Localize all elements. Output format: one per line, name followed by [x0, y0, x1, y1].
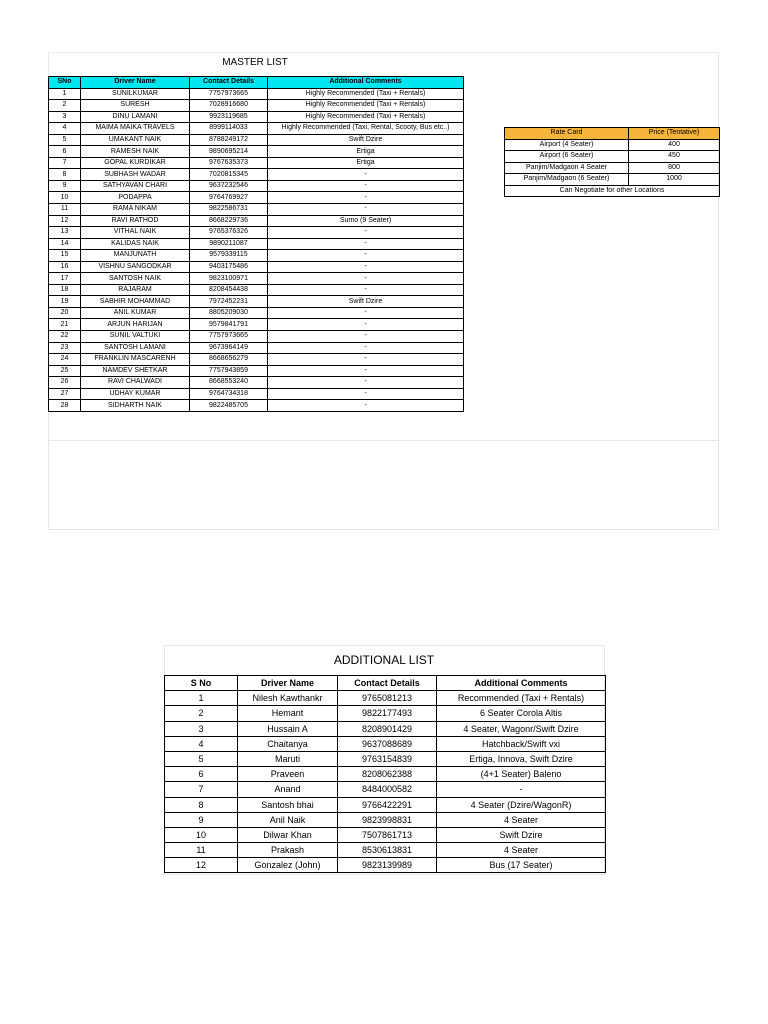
comments-cell: -	[268, 388, 464, 400]
table-row	[49, 284, 464, 296]
driver-name-cell: Hemant	[238, 706, 338, 721]
contact-number-cell: 9765376326	[190, 227, 268, 239]
driver-name-cell: Chaitanya	[238, 736, 338, 751]
table-row	[49, 88, 464, 100]
driver-name-cell: Anil Naik	[238, 812, 338, 827]
column-header-rate-card: Rate Card	[505, 128, 629, 140]
table-row	[49, 238, 464, 250]
contact-number-cell: 8208901429	[338, 721, 437, 736]
table-row	[165, 736, 606, 751]
serial-number-cell: 1	[165, 691, 238, 706]
price-cell: 800	[629, 162, 720, 174]
contact-number-cell: 9403175486	[190, 261, 268, 273]
table-row	[505, 139, 720, 151]
column-header-additional-comments: Additional Comments	[268, 77, 464, 89]
comments-cell: Hatchback/Swift vxi	[437, 736, 606, 751]
driver-name-cell: Maruti	[238, 751, 338, 766]
contact-number-cell: 7020815345	[190, 169, 268, 181]
contact-number-cell: 9767635373	[190, 157, 268, 169]
comments-cell: 4 Seater	[437, 843, 606, 858]
driver-name-cell: Anand	[238, 782, 338, 797]
driver-name-cell: Hussain A	[238, 721, 338, 736]
comments-cell: -	[268, 169, 464, 181]
contact-number-cell: 7972452231	[190, 296, 268, 308]
driver-name-cell: SATHYAVAN CHARI	[81, 180, 190, 192]
serial-number-cell: 3	[49, 111, 81, 123]
serial-number-cell: 16	[49, 261, 81, 273]
comments-cell: Swift Dzire	[268, 134, 464, 146]
serial-number-cell: 24	[49, 354, 81, 366]
table-row	[49, 365, 464, 377]
sheet-gridline	[49, 440, 463, 441]
contact-number-cell: 9579841791	[190, 319, 268, 331]
contact-number-cell: 9823100971	[190, 273, 268, 285]
driver-name-cell: PODAPPA	[81, 192, 190, 204]
rate-card-note-row	[505, 185, 720, 197]
table-row	[49, 261, 464, 273]
driver-name-cell: SABHIR MOHAMMAD	[81, 296, 190, 308]
column-header-driver-name: Driver Name	[238, 676, 338, 691]
table-row	[165, 812, 606, 827]
contact-number-cell: 8805209030	[190, 307, 268, 319]
serial-number-cell: 18	[49, 284, 81, 296]
comments-cell: -	[268, 354, 464, 366]
master-header-row	[49, 77, 464, 89]
price-cell: 1000	[629, 174, 720, 186]
serial-number-cell: 11	[165, 843, 238, 858]
comments-cell: Recommended (Taxi + Rentals)	[437, 691, 606, 706]
master-list-body	[49, 88, 464, 411]
driver-name-cell: SUBHASH WADAR	[81, 169, 190, 181]
contact-number-cell: 9890695214	[190, 146, 268, 158]
table-row	[49, 227, 464, 239]
route-cell: Airport (4 Seater)	[505, 139, 629, 151]
comments-cell: -	[268, 319, 464, 331]
comments-cell: -	[268, 273, 464, 285]
price-cell: 400	[629, 139, 720, 151]
table-row	[49, 296, 464, 308]
driver-name-cell: MANJUNATH	[81, 250, 190, 262]
comments-cell: -	[268, 331, 464, 343]
driver-name-cell: RAMESH NAIK	[81, 146, 190, 158]
route-cell: Panjim/Madgaon (6 Seater)	[505, 174, 629, 186]
serial-number-cell: 20	[49, 307, 81, 319]
contact-number-cell: 9822485705	[190, 400, 268, 412]
driver-name-cell: MAIMA MAIKA TRAVELS	[81, 123, 190, 135]
serial-number-cell: 2	[165, 706, 238, 721]
contact-number-cell: 8208454438	[190, 284, 268, 296]
master-list-title: MASTER LIST	[222, 57, 288, 68]
contact-number-cell: 9673964149	[190, 342, 268, 354]
table-row	[49, 123, 464, 135]
comments-cell: 4 Seater	[437, 812, 606, 827]
serial-number-cell: 13	[49, 227, 81, 239]
contact-number-cell: 9822177493	[338, 706, 437, 721]
serial-number-cell: 14	[49, 238, 81, 250]
comments-cell: Highly Recommended (Taxi + Rentals)	[268, 111, 464, 123]
table-row	[49, 354, 464, 366]
serial-number-cell: 5	[49, 134, 81, 146]
driver-name-cell: Santosh bhai	[238, 797, 338, 812]
table-row	[165, 751, 606, 766]
driver-name-cell: SUNIL VALTUKI	[81, 331, 190, 343]
serial-number-cell: 4	[49, 123, 81, 135]
price-cell: 450	[629, 151, 720, 163]
table-row	[165, 767, 606, 782]
contact-number-cell: 8208062388	[338, 767, 437, 782]
comments-cell: -	[268, 227, 464, 239]
driver-name-cell: Praveen	[238, 767, 338, 782]
serial-number-cell: 12	[49, 215, 81, 227]
comments-cell: 6 Seater Corola Altis	[437, 706, 606, 721]
driver-name-cell: Dilwar Khan	[238, 827, 338, 842]
serial-number-cell: 17	[49, 273, 81, 285]
table-row	[49, 319, 464, 331]
contact-number-cell: 8668229736	[190, 215, 268, 227]
serial-number-cell: 22	[49, 331, 81, 343]
serial-number-cell: 4	[165, 736, 238, 751]
sheet-gridline	[463, 440, 718, 441]
contact-number-cell: 8668553240	[190, 377, 268, 389]
comments-cell: -	[268, 180, 464, 192]
serial-number-cell: 10	[49, 192, 81, 204]
serial-number-cell: 23	[49, 342, 81, 354]
driver-name-cell: SIDHARTH NAIK	[81, 400, 190, 412]
comments-cell: Bus (17 Seater)	[437, 858, 606, 873]
serial-number-cell: 1	[49, 88, 81, 100]
additional-list-body	[165, 691, 606, 873]
contact-number-cell: 8788249172	[190, 134, 268, 146]
contact-number-cell: 9763154839	[338, 751, 437, 766]
comments-cell: Ertiga	[268, 157, 464, 169]
serial-number-cell: 3	[165, 721, 238, 736]
additional-list-title: ADDITIONAL LIST	[333, 653, 435, 667]
driver-name-cell: NAMDEV SHETKAR	[81, 365, 190, 377]
contact-number-cell: 8484000582	[338, 782, 437, 797]
table-row	[49, 192, 464, 204]
comments-cell: 4 Seater (Dzire/WagonR)	[437, 797, 606, 812]
serial-number-cell: 8	[165, 797, 238, 812]
contact-number-cell: 9579339115	[190, 250, 268, 262]
serial-number-cell: 9	[165, 812, 238, 827]
driver-name-cell: Nilesh Kawthankr	[238, 691, 338, 706]
table-row	[49, 180, 464, 192]
serial-number-cell: 19	[49, 296, 81, 308]
table-row	[165, 858, 606, 873]
contact-number-cell: 7757973665	[190, 331, 268, 343]
table-row	[49, 111, 464, 123]
serial-number-cell: 12	[165, 858, 238, 873]
serial-number-cell: 6	[165, 767, 238, 782]
driver-name-cell: KALIDAS NAIK	[81, 238, 190, 250]
serial-number-cell: 8	[49, 169, 81, 181]
contact-number-cell: 8530613831	[338, 843, 437, 858]
comments-cell: -	[268, 400, 464, 412]
table-row	[49, 215, 464, 227]
table-row	[49, 157, 464, 169]
comments-cell: Swift Dzire	[268, 296, 464, 308]
comments-cell: Ertiga	[268, 146, 464, 158]
table-row	[165, 721, 606, 736]
comments-cell: -	[268, 365, 464, 377]
column-header-price: Price (Tentative)	[629, 128, 720, 140]
rate-card-header-row	[505, 128, 720, 140]
comments-cell: -	[437, 782, 606, 797]
driver-name-cell: RAMA NIKAM	[81, 204, 190, 216]
rate-card-table	[504, 127, 720, 197]
driver-name-cell: SURESH	[81, 100, 190, 112]
additional-list-table	[164, 675, 606, 873]
comments-cell: -	[268, 307, 464, 319]
column-header-sno: SNo	[49, 77, 81, 89]
column-header-sno: S No	[165, 676, 238, 691]
driver-name-cell: SANTOSH NAIK	[81, 273, 190, 285]
serial-number-cell: 27	[49, 388, 81, 400]
driver-name-cell: Prakash	[238, 843, 338, 858]
comments-cell: -	[268, 204, 464, 216]
contact-number-cell: 7757943859	[190, 365, 268, 377]
contact-number-cell: 9766422291	[338, 797, 437, 812]
table-row	[165, 782, 606, 797]
driver-name-cell: UDHAY KUMAR	[81, 388, 190, 400]
table-row	[49, 342, 464, 354]
serial-number-cell: 21	[49, 319, 81, 331]
comments-cell: -	[268, 238, 464, 250]
comments-cell: (4+1 Seater) Baleno	[437, 767, 606, 782]
driver-name-cell: FRANKLIN MASCARENH	[81, 354, 190, 366]
serial-number-cell: 26	[49, 377, 81, 389]
contact-number-cell: 9923119685	[190, 111, 268, 123]
comments-cell: Swift Dzire	[437, 827, 606, 842]
master-list-table	[48, 76, 464, 412]
serial-number-cell: 28	[49, 400, 81, 412]
driver-name-cell: Gonzalez (John)	[238, 858, 338, 873]
table-row	[505, 174, 720, 186]
driver-name-cell: ARJUN HARIJAN	[81, 319, 190, 331]
driver-name-cell: RAVI RATHOD	[81, 215, 190, 227]
serial-number-cell: 10	[165, 827, 238, 842]
table-row	[165, 797, 606, 812]
comments-cell: 4 Seater, Wagonr/Swift Dzire	[437, 721, 606, 736]
contact-number-cell: 7028916680	[190, 100, 268, 112]
table-row	[165, 843, 606, 858]
comments-cell: -	[268, 284, 464, 296]
comments-cell: -	[268, 261, 464, 273]
driver-name-cell: GOPAL KURDIKAR	[81, 157, 190, 169]
driver-name-cell: SANTOSH LAMANI	[81, 342, 190, 354]
contact-number-cell: 9764734318	[190, 388, 268, 400]
table-row	[49, 204, 464, 216]
comments-cell: Highly Recommended (Taxi + Rentals)	[268, 88, 464, 100]
serial-number-cell: 2	[49, 100, 81, 112]
table-row	[49, 273, 464, 285]
contact-number-cell: 9822586731	[190, 204, 268, 216]
table-row	[505, 162, 720, 174]
contact-number-cell: 9823139989	[338, 858, 437, 873]
table-row	[49, 331, 464, 343]
driver-name-cell: VITHAL NAIK	[81, 227, 190, 239]
serial-number-cell: 11	[49, 204, 81, 216]
driver-name-cell: RAJARAM	[81, 284, 190, 296]
driver-name-cell: ANIL KUMAR	[81, 307, 190, 319]
table-row	[49, 388, 464, 400]
column-header-additional-comments: Additional Comments	[437, 676, 606, 691]
contact-number-cell: 9823998831	[338, 812, 437, 827]
driver-name-cell: UMAKANT NAIK	[81, 134, 190, 146]
serial-number-cell: 5	[165, 751, 238, 766]
contact-number-cell: 9765081213	[338, 691, 437, 706]
table-row	[49, 400, 464, 412]
contact-number-cell: 8668656279	[190, 354, 268, 366]
comments-cell: -	[268, 377, 464, 389]
driver-name-cell: RAVI CHALWADI	[81, 377, 190, 389]
table-row	[49, 146, 464, 158]
comments-cell: -	[268, 192, 464, 204]
table-row	[49, 307, 464, 319]
table-row	[165, 691, 606, 706]
contact-number-cell: 9637232546	[190, 180, 268, 192]
contact-number-cell: 8999114033	[190, 123, 268, 135]
table-row	[505, 151, 720, 163]
table-row	[49, 134, 464, 146]
table-row	[49, 169, 464, 181]
additional-header-row	[165, 676, 606, 691]
route-cell: Airport (6 Seater)	[505, 151, 629, 163]
comments-cell: Sumo (9 Seater)	[268, 215, 464, 227]
table-row	[49, 250, 464, 262]
column-header-contact-details: Contact Details	[338, 676, 437, 691]
table-row	[49, 100, 464, 112]
contact-number-cell: 7507861713	[338, 827, 437, 842]
serial-number-cell: 6	[49, 146, 81, 158]
column-header-driver-name: Driver Name	[81, 77, 190, 89]
serial-number-cell: 15	[49, 250, 81, 262]
rate-card-note: Can Negotiate for other Locations	[505, 185, 720, 197]
table-row	[49, 377, 464, 389]
serial-number-cell: 7	[49, 157, 81, 169]
table-row	[165, 827, 606, 842]
driver-name-cell: VISHNU SANGODKAR	[81, 261, 190, 273]
comments-cell: Highly Recommended (Taxi, Rental, Scooty, Bus etc..)	[268, 123, 464, 135]
serial-number-cell: 9	[49, 180, 81, 192]
column-header-contact-details: Contact Details	[190, 77, 268, 89]
contact-number-cell: 9637088689	[338, 736, 437, 751]
comments-cell: Highly Recommended (Taxi + Rentals)	[268, 100, 464, 112]
comments-cell: -	[268, 250, 464, 262]
serial-number-cell: 25	[49, 365, 81, 377]
rate-card-body	[505, 139, 720, 185]
serial-number-cell: 7	[165, 782, 238, 797]
comments-cell: -	[268, 342, 464, 354]
driver-name-cell: DINU LAMANI	[81, 111, 190, 123]
contact-number-cell: 9764769927	[190, 192, 268, 204]
driver-name-cell: SUNILKUMAR	[81, 88, 190, 100]
contact-number-cell: 9890211087	[190, 238, 268, 250]
contact-number-cell: 7757973665	[190, 88, 268, 100]
comments-cell: Ertiga, Innova, Swift Dzire	[437, 751, 606, 766]
route-cell: Panjim/Madgaon 4 Seater	[505, 162, 629, 174]
table-row	[165, 706, 606, 721]
